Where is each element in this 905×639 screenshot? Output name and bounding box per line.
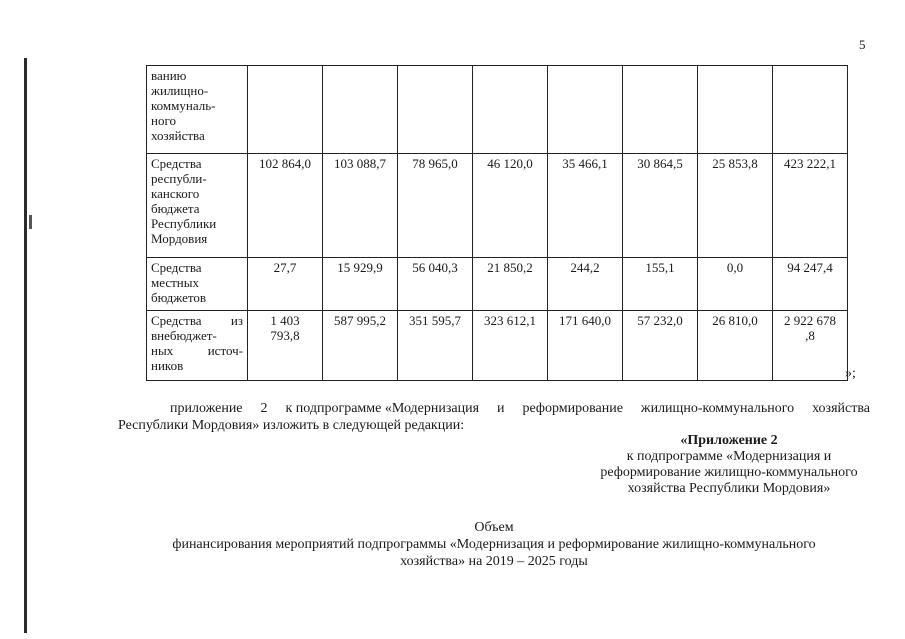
table-cell: 26 810,0	[698, 311, 773, 381]
row-label: Средства из внебюджет- ных источ- ников	[147, 311, 248, 381]
table-cell: 244,2	[548, 258, 623, 311]
table-cell: 35 466,1	[548, 154, 623, 258]
financing-table	[146, 65, 848, 381]
table-cell	[473, 66, 548, 154]
table-row	[147, 311, 848, 381]
table-cell: 103 088,7	[323, 154, 398, 258]
volume-title: Объем	[474, 520, 514, 535]
table-cell: 423 222,1	[773, 154, 848, 258]
table-cell	[548, 66, 623, 154]
table-cell	[773, 66, 848, 154]
table-cell: 46 120,0	[473, 154, 548, 258]
appendix-title: «Приложение 2	[680, 433, 778, 448]
table-cell: 15 929,9	[323, 258, 398, 311]
table-cell: 1 403 793,8	[248, 311, 323, 381]
table-cell: 171 640,0	[548, 311, 623, 381]
table-cell: 587 995,2	[323, 311, 398, 381]
volume-heading: Объем финансирования мероприятий подпрограммы «Модернизация и реформирование жилищно-коммунального хозяйства» на 2019 – 2025 годы	[118, 519, 870, 570]
amendment-paragraph: приложение 2 к подпрограмме «Модернизация и реформирование жилищно-коммунального хозяйства Республики Мордовия» изложить в следующей редакции:	[118, 401, 870, 433]
table-cell: 27,7	[248, 258, 323, 311]
table-cell	[698, 66, 773, 154]
table-cell: 323 612,1	[473, 311, 548, 381]
row-label: Средства республи- канского бюджета Республики Мордовия	[147, 154, 248, 258]
appendix-heading: «Приложение 2 к подпрограмме «Модернизация и реформирование жилищно-коммунального хозяйства Республики Мордовия»	[570, 433, 888, 497]
table-cell	[248, 66, 323, 154]
table-cell: 21 850,2	[473, 258, 548, 311]
scan-mark	[29, 215, 32, 229]
table-cell	[323, 66, 398, 154]
table-cell	[398, 66, 473, 154]
row-label: ванию жилищно- коммуналь- ного хозяйства	[147, 66, 248, 154]
table-row	[147, 258, 848, 311]
table-row	[147, 66, 848, 154]
table-cell: 155,1	[623, 258, 698, 311]
table-cell: 56 040,3	[398, 258, 473, 311]
closing-quote: »;	[845, 366, 856, 381]
table-cell: 25 853,8	[698, 154, 773, 258]
table-cell: 102 864,0	[248, 154, 323, 258]
page-number: 5	[859, 37, 866, 52]
table-cell	[623, 66, 698, 154]
table-cell: 0,0	[698, 258, 773, 311]
table-cell: 2 922 678 ,8	[773, 311, 848, 381]
table-cell: 57 232,0	[623, 311, 698, 381]
table-row	[147, 154, 848, 258]
table-cell: 30 864,5	[623, 154, 698, 258]
scan-left-edge	[24, 58, 27, 633]
table-cell: 78 965,0	[398, 154, 473, 258]
table-cell: 351 595,7	[398, 311, 473, 381]
table-cell: 94 247,4	[773, 258, 848, 311]
row-label: Средства местных бюджетов	[147, 258, 248, 311]
